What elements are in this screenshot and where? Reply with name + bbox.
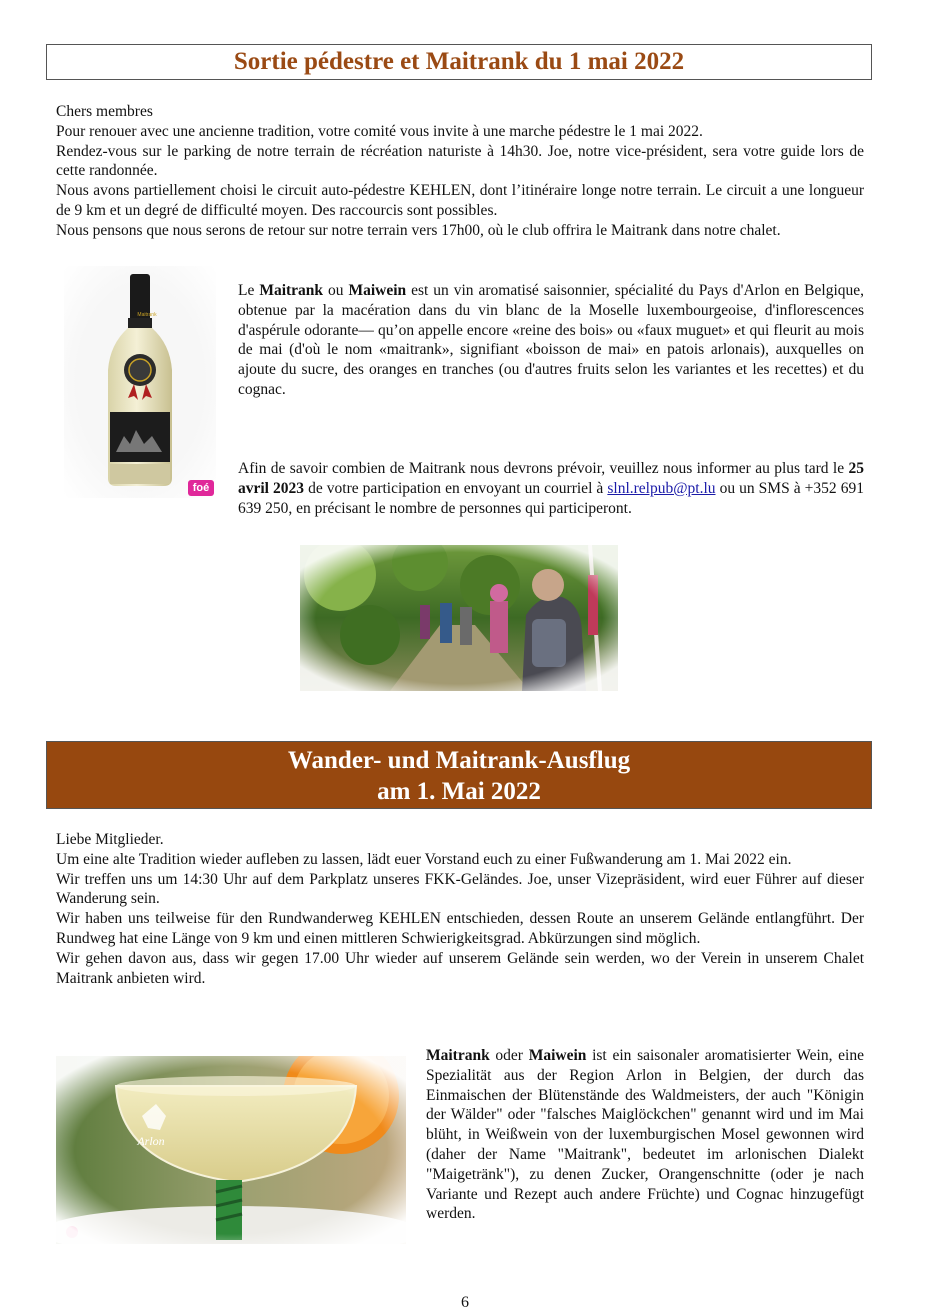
- german-section-title-banner: [46, 741, 872, 809]
- text-run: Afin de savoir combien de Maitrank nous devrons prévoir, veuillez nous informer au plus tard le: [238, 460, 849, 477]
- intro-line: Liebe Mitglieder.: [56, 831, 164, 848]
- text-run: Le: [238, 282, 260, 299]
- photo-watermark: foé: [192, 482, 210, 494]
- text-run: ou: [323, 282, 349, 299]
- text-run: ou un SMS à +352 691 639 250, en précisant le nombre de personnes qui participeront.: [238, 479, 864, 517]
- french-maitrank-description: [238, 281, 864, 400]
- bottle-label-text: Maitrank: [137, 312, 157, 318]
- email-link[interactable]: slnl.relpub@pt.lu: [607, 479, 716, 497]
- text-run: de votre participation en envoyant un courriel à: [304, 479, 608, 497]
- intro-line: Chers membres: [56, 103, 153, 120]
- intro-line: Um eine alte Tradition wieder aufleben zu lassen, lädt euer Vorstand euch zu einer Fußwanderung am 1. Mai 2022 ein.: [56, 850, 792, 868]
- bold-term: Maitrank: [259, 282, 324, 299]
- maitrank-glass-photo: [56, 1056, 406, 1244]
- hikers-in-forest-photo: [300, 545, 618, 691]
- intro-line: Rendez-vous sur le parking de notre terrain de récréation naturiste à 14h30. Joe, notre vice-président, sera votre guide lors de cette randonnée.: [56, 142, 864, 180]
- glass-etched-label: Arlon: [137, 1134, 165, 1148]
- french-section-title: Sortie pédestre et Maitrank du 1 mai 2022: [46, 44, 872, 80]
- intro-line: Nous pensons que nous serons de retour sur notre terrain vers 17h00, où le club offrira le Maitrank dans notre chalet.: [56, 221, 781, 239]
- intro-line: Wir gehen davon aus, dass wir gegen 17.00 Uhr wieder auf unserem Gelände sein werden, wo der Verein in unserem Chalet Maitrank anbieten wird.: [56, 949, 864, 987]
- german-title-line-2: am 1. Mai 2022: [377, 778, 541, 805]
- text-run: oder: [489, 1047, 529, 1064]
- bold-term: Maiwein: [528, 1047, 587, 1064]
- french-intro-text: [56, 102, 864, 241]
- bold-term: Maiwein: [348, 282, 407, 299]
- intro-line: Wir haben uns teilweise für den Rundwanderweg KEHLEN entschieden, dessen Route an unserem Gelände entlangführt. Der Rundweg hat eine Länge von 9 km und einen mittleren Schwierigkeitsgrad. Abkürzungen sind möglich.: [56, 910, 864, 947]
- text-run: ist ein saisonaler aromatisierter Wein, eine Spezialität aus der Region Arlon in Belgien, der durch das Einmaischen der Blütenstände des Waldmeisters, der auch "Königin der Wälder" oder "falsches Maiglöckchen" genannt wird und im Mai blüht, in Weißwein von der luxemburgischen Mosel gewonnen wird (daher der Name "Maitrank", bedeutet im arlonischen Dialekt "Maigetränk"), zu denen Zucker, Orangenschnitte (oder je nach Variante und Rezept auch andere Früchte) und Cognac hinzugefügt werden.: [426, 1047, 864, 1223]
- maitrank-bottle-photo: [64, 266, 216, 498]
- text-run: est un vin aromatisé saisonnier, spécialité du Pays d'Arlon en Belgique, obtenue par la macération dans du vin blanc de la Moselle luxembourgeoise, d'inflorescences d'aspérule odorante— qu’on appelle encore «reine des bois» ou «faux muguet» et qui fleurit au mois de mai (d'où le nom «maitrank», signifiant «boisson de mai» en patois arlonais), auxquelles on ajoute du sucre, des oranges en tranches (ou d'autres fruits selon les variantes et les recettes) et du cognac.: [238, 282, 865, 398]
- german-intro-text: [56, 830, 864, 988]
- intro-line: Wir treffen uns um 14:30 Uhr auf dem Parkplatz unseres FKK-Geländes. Joe, unser Vizepräsident, wird euer Führer auf dieser Wanderung sein.: [56, 870, 864, 908]
- bold-term: Maitrank: [426, 1047, 490, 1064]
- german-title-line-1: Wander- und Maitrank-Ausflug: [287, 747, 631, 774]
- intro-line: Nous avons partiellement choisi le circuit auto-pédestre KEHLEN, dont l’itinéraire longe notre terrain. Le circuit a une longueur de 9 km et un degré de difficulté moyen. Des raccourcis sont possibles.: [56, 182, 864, 219]
- intro-line: Pour renouer avec une ancienne tradition, votre comité vous invite à une marche pédestre le 1 mai 2022.: [56, 122, 703, 140]
- deadline-date: 25 avril 2023: [238, 460, 864, 497]
- french-registration-request: [238, 459, 864, 518]
- german-maitrank-description: [426, 1046, 864, 1224]
- page-number: 6: [461, 1294, 469, 1311]
